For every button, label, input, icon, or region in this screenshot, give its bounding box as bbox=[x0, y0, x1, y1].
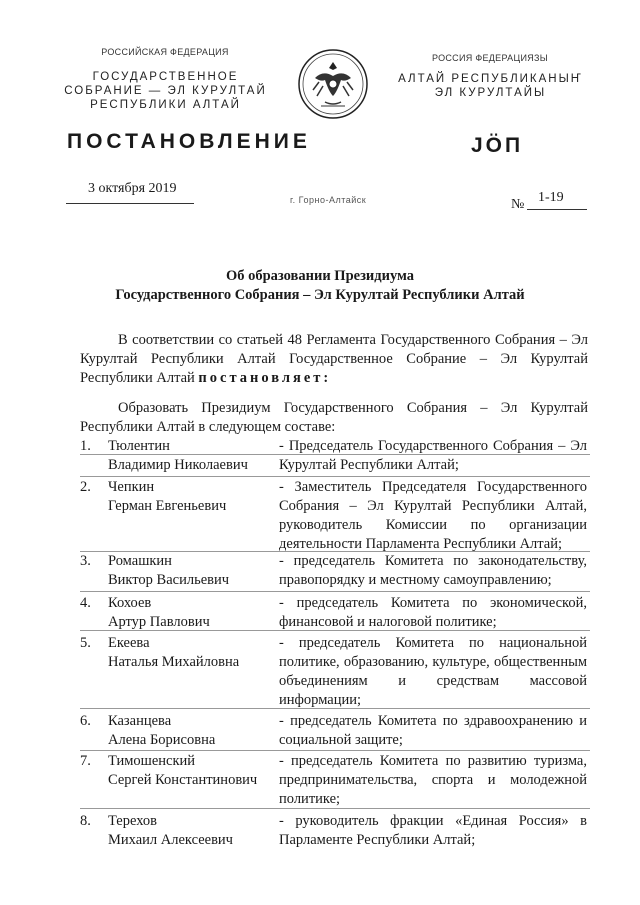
member-surname: Тимошенский bbox=[108, 753, 196, 769]
header-left-country: РОССИЙСКАЯ ФЕДЕРАЦИЯ bbox=[101, 47, 229, 57]
doc-title-line1: Об образовании Президиума bbox=[225, 268, 415, 284]
member-row bbox=[80, 437, 590, 475]
member-surname: Кохоев bbox=[108, 595, 152, 611]
doc-number-label: № bbox=[511, 197, 525, 212]
preamble-decision-word: постановляет: bbox=[198, 370, 332, 386]
member-row bbox=[80, 594, 590, 632]
member-position: - председатель Комитета по развитию туризма, предпринимательства, спорта и молодежной политике; bbox=[279, 753, 587, 807]
member-row bbox=[80, 552, 590, 590]
doc-type-alt: ЈӦП bbox=[471, 134, 524, 157]
member-position: - председатель Комитета по здравоохранению и социальной защите; bbox=[279, 713, 587, 748]
intro-paragraph: Образовать Президиум Государственного Собрания – Эл Курултай Республики Алтай в следующем составе: bbox=[80, 400, 588, 435]
member-row bbox=[80, 634, 590, 710]
header-left-org bbox=[58, 70, 273, 112]
coat-of-arms-emblem bbox=[297, 48, 369, 120]
member-name bbox=[108, 634, 278, 672]
member-given: Артур Павлович bbox=[108, 614, 210, 630]
member-name bbox=[108, 752, 278, 790]
member-position: - Заместитель Председателя Государственного Собрания – Эл Курултай Республики Алтай, руководитель Комиссии по организации деятельности Парламента Республики Алтай; bbox=[279, 479, 587, 552]
member-row bbox=[80, 812, 590, 850]
member-surname: Тюлентин bbox=[108, 438, 170, 454]
member-surname: Ромашкин bbox=[108, 553, 172, 569]
member-number: 7. bbox=[80, 753, 91, 769]
header-right-country: РОССИЯ ФЕДЕРАЦИЯЗЫ bbox=[431, 53, 549, 63]
member-given: Михаил Алексеевич bbox=[108, 832, 233, 848]
member-name bbox=[108, 478, 278, 516]
member-surname: Терехов bbox=[108, 813, 158, 829]
header-left-line3: РЕСПУБЛИКИ АЛТАЙ bbox=[90, 99, 241, 111]
member-surname: Казанцева bbox=[108, 713, 172, 729]
doc-place: г. Горно-Алтайск bbox=[290, 195, 367, 205]
row-separator bbox=[80, 708, 590, 709]
doc-title bbox=[60, 267, 580, 305]
member-name bbox=[108, 437, 278, 475]
member-given: Наталья Михайловна bbox=[108, 654, 240, 670]
member-position: - Председатель Государственного Собрания – Эл Курултай Республики Алтай; bbox=[279, 438, 587, 473]
member-position: - председатель Комитета по национальной политике, образованию, культуре, общественным объединениям и средствам массовой информации; bbox=[279, 635, 587, 708]
member-row bbox=[80, 752, 590, 809]
row-separator bbox=[80, 630, 590, 631]
member-given: Алена Борисовна bbox=[108, 732, 216, 748]
row-separator bbox=[80, 750, 590, 751]
member-number: 6. bbox=[80, 713, 91, 729]
member-row bbox=[80, 478, 590, 554]
member-surname: Екеева bbox=[108, 635, 150, 651]
doc-title-line2: Государственного Собрания – Эл Курултай Республики Алтай bbox=[115, 287, 525, 303]
member-surname: Чепкин bbox=[108, 479, 155, 495]
header-right-line1: АЛТАЙ РЕСПУБЛИКАНЫҤ bbox=[398, 73, 583, 85]
member-name bbox=[108, 552, 278, 590]
row-separator bbox=[80, 808, 590, 809]
row-separator bbox=[80, 476, 590, 477]
member-name bbox=[108, 812, 278, 850]
preamble-text: В соответствии со статьей 48 Регламента Государственного Собрания – Эл Курултай Республики Алтай Государственное Собрание – Эл Курултай Республики Алтай bbox=[80, 332, 588, 386]
date-underline bbox=[66, 203, 194, 204]
header-left-line1: ГОСУДАРСТВЕННОЕ bbox=[92, 71, 239, 83]
doc-type-ru: ПОСТАНОВЛЕНИЕ bbox=[67, 130, 311, 153]
member-number: 8. bbox=[80, 813, 91, 829]
doc-date: 3 октября 2019 bbox=[88, 181, 177, 196]
header-left-line2: СОБРАНИЕ — ЭЛ КУРУЛТАЙ bbox=[64, 85, 267, 97]
member-number: 3. bbox=[80, 553, 91, 569]
member-number: 4. bbox=[80, 595, 91, 611]
member-given: Виктор Васильевич bbox=[108, 572, 230, 588]
member-number: 2. bbox=[80, 479, 91, 495]
emblem-icon bbox=[297, 48, 369, 120]
member-given: Владимир Николаевич bbox=[108, 457, 248, 473]
member-position: - председатель Комитета по экономической, финансовой и налоговой политике; bbox=[279, 595, 587, 630]
header-right-line2: ЭЛ КУРУЛТАЙЫ bbox=[434, 87, 547, 99]
member-name bbox=[108, 712, 278, 750]
member-given: Сергей Константинович bbox=[108, 772, 258, 788]
member-number: 1. bbox=[80, 438, 91, 454]
row-separator bbox=[80, 591, 590, 592]
member-number: 5. bbox=[80, 635, 91, 651]
member-given: Герман Евгеньевич bbox=[108, 498, 227, 514]
member-position: - руководитель фракции «Единая Россия» в Парламенте Республики Алтай; bbox=[279, 813, 587, 848]
member-row bbox=[80, 712, 590, 750]
doc-number: 1-19 bbox=[538, 190, 564, 205]
preamble-paragraph bbox=[80, 331, 588, 388]
member-position: - председатель Комитета по законодательству, правопорядку и местному самоуправлению; bbox=[279, 553, 587, 588]
number-underline bbox=[527, 209, 587, 210]
header-right-org bbox=[398, 72, 583, 100]
member-name bbox=[108, 594, 278, 632]
